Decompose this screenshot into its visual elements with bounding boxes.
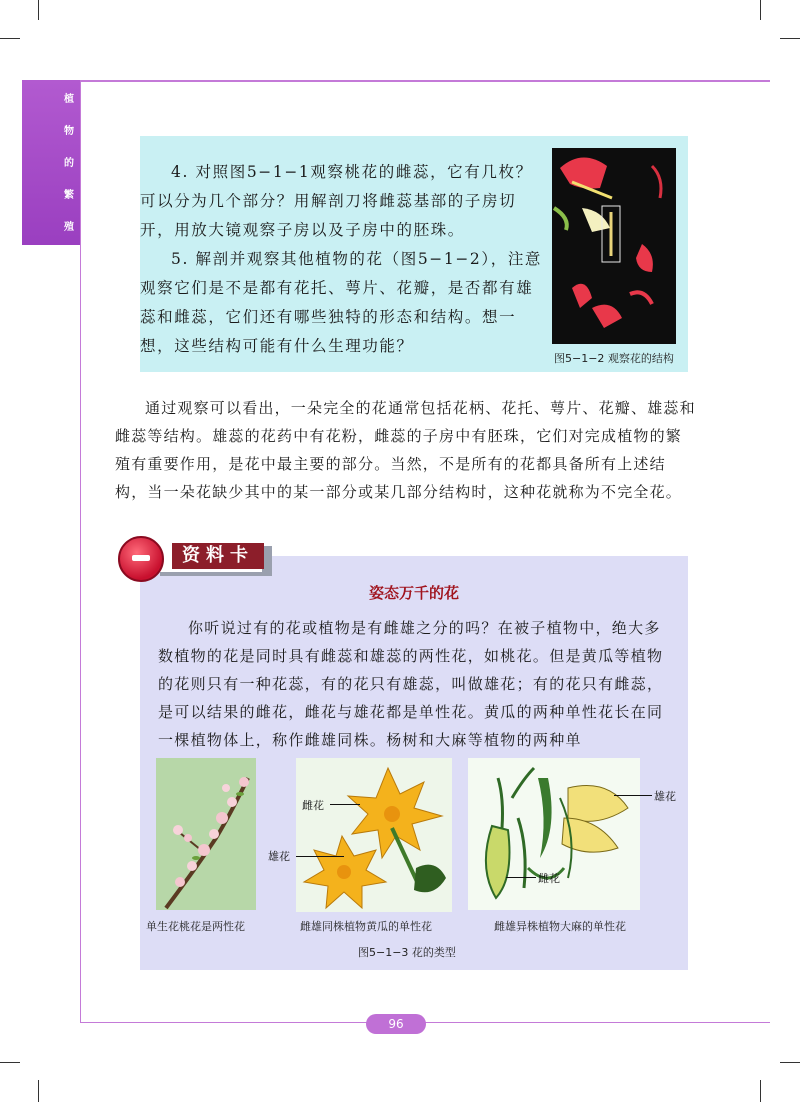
side-tab-char: 植: [64, 94, 74, 105]
hemp-male-label: 雄花: [654, 790, 676, 803]
card-paragraph: 你听说过有的花或植物是有雌雄之分的吗？在被子植物中，绝大多数植物的花是同时具有雌蕊和雄蕊的两性花，如桃花。但是黄瓜等植物的花则只有一种花蕊，有的花只有雄蕊，叫做雄花；有的花只有雌蕊，是可以结果的雌花，雌花与雄花都是单性花。黄瓜的两种单性花长在同一棵植物体上，称作雌雄同株。杨树和大麻等植物的两种单: [158, 619, 664, 749]
activity-text: [140, 158, 548, 361]
crop-mark: [0, 1062, 20, 1063]
crop-mark: [780, 38, 800, 39]
peach-blossom-illustration: [156, 758, 256, 910]
chapter-side-tab: [22, 80, 80, 245]
flower-structure-illustration: [552, 148, 676, 344]
top-rule: [80, 80, 770, 82]
leader-line: [330, 804, 360, 805]
peach-caption: 单生花桃花是两性花: [146, 920, 245, 933]
flower-structure-photo: [552, 148, 676, 344]
cucumber-male-label: 雄花: [268, 850, 290, 863]
crop-mark: [780, 1062, 800, 1063]
page-number: 96: [366, 1014, 426, 1034]
side-tab-char: 的: [64, 158, 74, 169]
card-text: [158, 614, 676, 754]
hemp-flower-image: [468, 758, 640, 910]
cucumber-flower-image: [296, 758, 452, 912]
activity-step-4: 4. 对照图5−1−1观察桃花的雌蕊，它有几枚？可以分为几个部分？用解剖刀将雌蕊基部的子房切开，用放大镜观察子房以及子房中的胚珠。: [140, 163, 533, 239]
crop-mark: [38, 0, 39, 20]
cucumber-flower-illustration: [296, 758, 452, 912]
peach-blossom-image: [156, 758, 256, 910]
leader-line: [614, 795, 652, 796]
card-title: 姿态万千的花: [368, 584, 459, 602]
hemp-female-label: 雌花: [538, 872, 560, 885]
cucumber-female-label: 雌花: [302, 799, 324, 812]
cucumber-caption: 雌雄同株植物黄瓜的单性花: [300, 920, 432, 933]
activity-step-5: 5. 解剖并观察其他植物的花（图5−1−2），注意观察它们是不是都有花托、萼片、花瓣，是否都有雄蕊和雌蕊，它们还有哪些独特的形态和结构。想一想，这些结构可能有什么生理功能？: [140, 250, 543, 355]
figure-5-1-2-caption: 图5−1−2 观察花的结构: [554, 352, 674, 365]
figure-5-1-3-caption: 图5−1−3 花的类型: [358, 946, 456, 959]
leader-line: [296, 856, 344, 857]
card-label: 资料卡: [172, 543, 264, 569]
card-folder-icon: [118, 536, 164, 582]
crop-mark: [0, 38, 20, 39]
leader-line: [506, 877, 536, 878]
hemp-flower-illustration: [468, 758, 640, 910]
hemp-caption: 雌雄异株植物大麻的单性花: [494, 920, 626, 933]
main-paragraph-text: 通过观察可以看出，一朵完全的花通常包括花柄、花托、萼片、花瓣、雄蕊和雌蕊等结构。雄蕊的花药中有花粉，雌蕊的子房中有胚珠，它们对完成植物的繁殖有重要作用，是花中最主要的部分。当然，不是所有的花都具备所有上述结构，当一朵花缺少其中的某一部分或某几部分结构时，这种花就称为不完全花。: [115, 399, 696, 501]
crop-mark: [760, 1080, 761, 1102]
main-paragraph: [115, 394, 697, 506]
crop-mark: [760, 0, 761, 20]
side-tab-char: 殖: [64, 222, 74, 233]
left-rule: [80, 82, 81, 1022]
side-tab-char: 繁: [64, 190, 74, 201]
side-tab-char: 物: [64, 126, 74, 137]
crop-mark: [38, 1080, 39, 1102]
